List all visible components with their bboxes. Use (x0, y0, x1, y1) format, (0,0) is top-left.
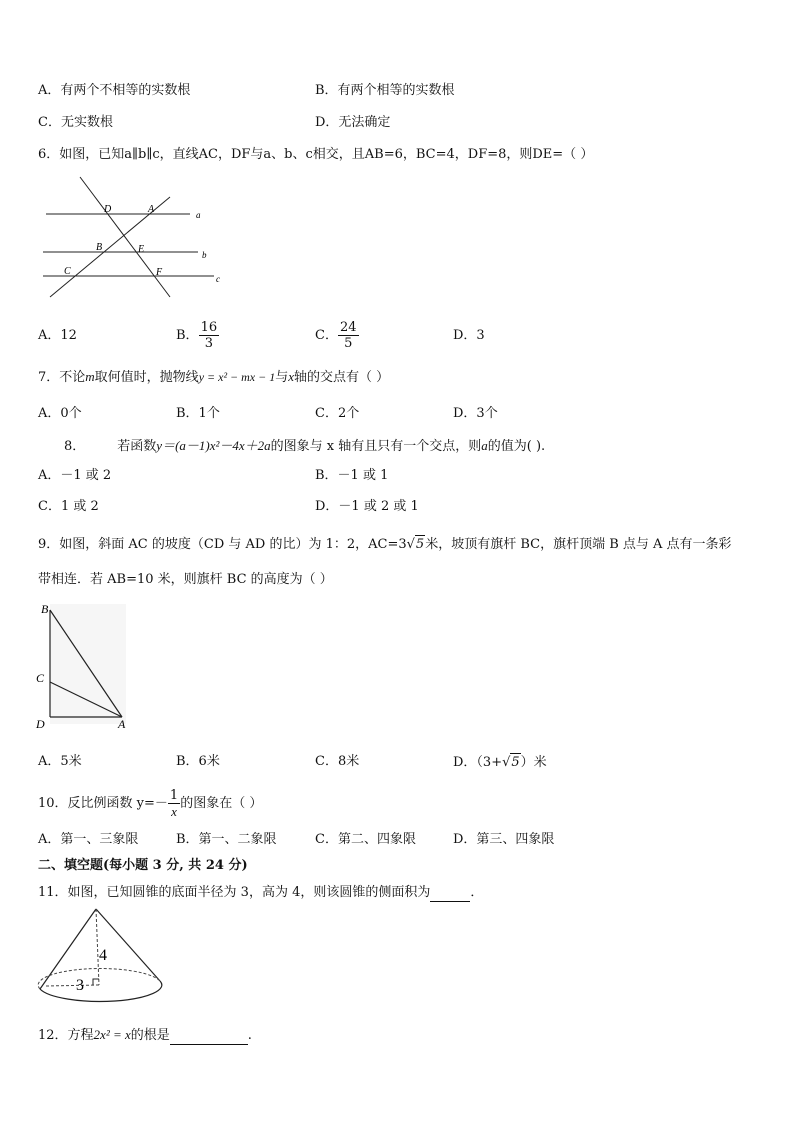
q7-var-m: m (85, 369, 95, 384)
q6-option-c-denominator: 5 (344, 336, 353, 351)
q8-option-d: D．－1 或 2 或 1 (315, 499, 419, 514)
q9-sqrt: √5 (406, 537, 425, 552)
q8-stem (64, 437, 545, 456)
q8-stem-part3: 的值为( ). (487, 439, 546, 454)
q9-option-d-prefix: D．（3+ (453, 755, 503, 770)
q10-stem-part1: 10．反比例函数 y=－ (38, 796, 168, 811)
q12-stem (38, 1026, 252, 1045)
q12-stem-part2: 的根是 (130, 1028, 170, 1043)
q6-label-a: A (148, 204, 155, 215)
q6-option-b-denominator: 3 (204, 336, 213, 351)
q6-stem: 6．如图，已知a∥b∥c，直线AC，DF与a、b、c相交，且AB=6，BC=4，DF=8，则DE=（ ） (38, 147, 594, 162)
q11-label-height: 4 (99, 947, 107, 964)
q6-option-c-numerator: 24 (339, 320, 357, 335)
q12-formula: 2x² = x (93, 1027, 131, 1042)
q6-label-line-c: c (216, 274, 220, 284)
q7-formula: y = x² − mx − 1 (198, 370, 276, 384)
q7-option-b: B．1个 (176, 406, 220, 421)
q7-stem-part1: 7．不论 (38, 370, 86, 385)
q5-option-d: D．无法确定 (315, 115, 391, 130)
q6-label-e: E (138, 244, 145, 255)
q11-stem-end: ． (470, 885, 484, 900)
q6-option-b-numerator: 16 (200, 320, 218, 335)
q6-parallel-lines-figure (38, 172, 228, 302)
q11-cone-figure (36, 905, 166, 1005)
q8-formula: y＝(a－1)x²－4x＋2a (156, 438, 271, 453)
q11-answer-blank[interactable] (430, 901, 470, 902)
q8-var-a: a (481, 438, 488, 453)
q6-label-line-a: a (196, 210, 201, 220)
q7-stem (38, 368, 389, 387)
q11-label-radius: 3 (76, 977, 84, 994)
q10-stem-part2: 的图象在（ ） (180, 796, 263, 811)
q6-label-b: B (96, 242, 103, 253)
q9-stem-part1: 9．如图，斜面 AC 的坡度（CD 与 AD 的比）为 1：2，AC=3 (38, 537, 407, 552)
q9-radicand: 5 (415, 537, 425, 552)
q10-option-a: A．第一、三象限 (38, 832, 139, 847)
q6-option-b-prefix: B． (176, 328, 199, 343)
q6-option-c-prefix: C． (315, 328, 338, 343)
q5-option-a: A．有两个不相等的实数根 (38, 83, 191, 98)
q7-var-x: x (288, 369, 295, 384)
q7-option-a: A．0个 (38, 406, 82, 421)
q10-option-c: C．第二、四象限 (315, 832, 416, 847)
q9-option-d-suffix: ）米 (520, 755, 547, 770)
q8-stem-part2: 的图象与 x 轴有且只有一个交点，则 (270, 439, 482, 454)
q9-option-d-radicand: 5 (511, 755, 520, 770)
q6-label-f: F (156, 267, 163, 278)
q8-stem-part1: 若函数 (117, 439, 157, 454)
q8-option-c: C．1 或 2 (38, 499, 99, 514)
q10-stem (38, 784, 262, 824)
q7-stem-part3: 与 (275, 370, 289, 385)
q9-stem-line1 (38, 535, 732, 554)
q10-fraction (168, 788, 180, 819)
q9-stem-part2: 米，坡顶有旗杆 BC，旗杆顶端 B 点与 A 点有一条彩 (425, 537, 732, 552)
q8-option-b: B．－1 或 1 (315, 468, 389, 483)
q7-option-d: D．3个 (453, 406, 498, 421)
q10-denominator: x (171, 804, 177, 819)
q6-option-a: A．12 (38, 328, 77, 343)
q7-option-c: C．2个 (315, 406, 360, 421)
q9-option-b: B．6米 (176, 754, 220, 769)
q6-label-c: C (64, 266, 71, 277)
q9-label-a: A (118, 717, 126, 731)
q9-option-a: A．5米 (38, 754, 82, 769)
q6-option-b (176, 316, 219, 356)
q5-option-b: B．有两个相等的实数根 (315, 83, 455, 98)
q5-option-c: C．无实数根 (38, 115, 113, 130)
q8-number: 8． (64, 439, 86, 454)
q9-stem-line2: 带相连．若 AB=10 米，则旗杆 BC 的高度为（ ） (38, 572, 333, 587)
q6-label-d: D (104, 204, 112, 215)
q9-flagpole-figure (34, 600, 134, 732)
q6-label-line-b: b (202, 250, 207, 260)
q9-label-b: B (41, 602, 49, 616)
q9-option-d-sqrt: √5 (502, 755, 520, 770)
q10-numerator: 1 (169, 788, 179, 803)
q9-label-d: D (36, 717, 45, 731)
q6-option-c-fraction (338, 320, 359, 351)
q10-option-d: D．第三、四象限 (453, 832, 555, 847)
section-heading-fill-in: 二、填空题(每小题 3 分, 共 24 分) (38, 858, 248, 873)
q12-stem-end: . (247, 1028, 252, 1043)
q7-stem-part4: 轴的交点有（ ） (294, 370, 390, 385)
q7-stem-part2: 取何值时，抛物线 (94, 370, 199, 385)
q6-option-d: D．3 (453, 328, 485, 343)
q8-option-a: A．－1 或 2 (38, 468, 112, 483)
q9-option-c: C．8米 (315, 754, 360, 769)
q9-option-d (453, 753, 547, 772)
q6-option-b-fraction (199, 320, 220, 351)
q11-stem-text: 11．如图，已知圆锥的底面半径为 3，高为 4，则该圆锥的侧面积为 (38, 885, 431, 900)
q9-label-c: C (36, 671, 45, 685)
q6-option-c (315, 316, 359, 356)
q12-stem-part1: 12．方程 (38, 1028, 94, 1043)
q11-stem (38, 884, 483, 902)
q10-option-b: B．第一、二象限 (176, 832, 277, 847)
q12-answer-blank[interactable] (170, 1044, 248, 1045)
